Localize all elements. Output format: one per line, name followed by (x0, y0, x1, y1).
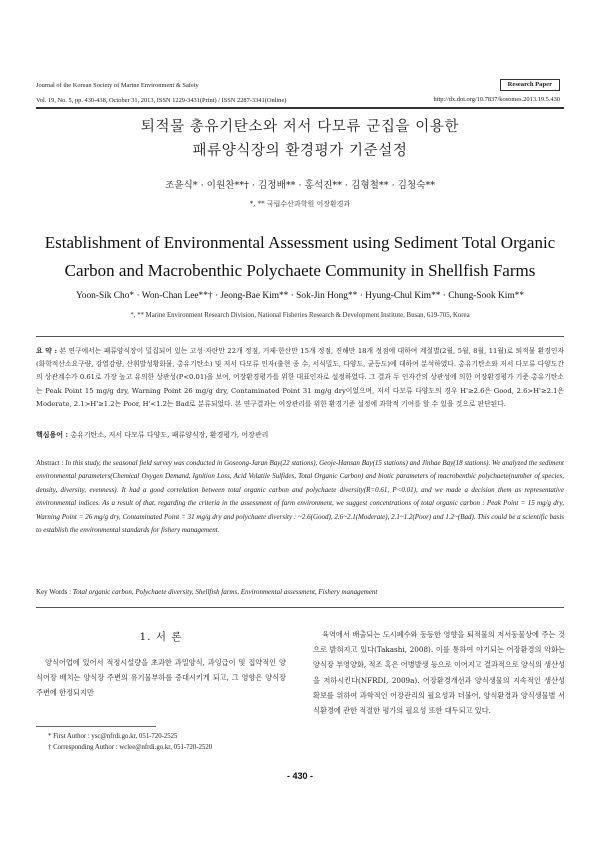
journal-name: Journal of the Korean Society of Marine Environment & Safety (36, 82, 199, 89)
footnote-corresponding-author: † Corresponding Author : wclee@nfrdi.go.kr, 051-720-2520 (48, 744, 213, 751)
english-abstract (36, 457, 564, 537)
footnote-first-author: * First Author : ysc@nfrdi.go.kr, 051-720-2525 (48, 733, 178, 740)
journal-volume-line: Vol. 19, No. 5, pp. 430-438, October 31, 2013, ISSN 1229-3431(Print) / ISSN 2287-3341(Online) (36, 97, 287, 104)
korean-affiliation: *, ** 국립수산과학원 어장환경과 (249, 200, 351, 208)
research-paper-badge: Research Paper (500, 79, 560, 91)
korean-keywords-text: 총유기탄소, 저서 다모류 다양도, 패류양식장, 환경평가, 어장관리 (70, 431, 269, 439)
korean-abstract-text: 본 연구에서는 패류양식장이 밀집되어 있는 고성·자란만 22개 정점, 거제·한산만 15개 정점, 진해만 18개 정점에 대하여 계절별(2월, 5월, 8월, 11월)로 퇴적물 환경인자(화학적산소요구량, 강열감량, 산휘발성황화물, 총유기탄소) 및 저서 다모류 인자(출현 종 수, 서식밀도, 다양도, 균등도)에 대하여 분석하였다. 총유기탄소와 저서 다모류 다양도간의 상관계수가 0.61로 가장 높고 유의한 상관성(P<0.01)을 보여, 어장환경평가를 위한 대표인자로 설정하였다. 그 결과 두 인자간의 상관성에 의한 어장환경평가 기준 총유기탄소는 Peak Point 15 mg/g dry, Warning Point 26 mg/g dry, Contaminated Point 31 mg/g dry이었으며, 저서 다모류 다양도의 경우 H'≥2.6은 Good, 2.6>H'≥2.1은 Moderate, 2.1>H'≥1.2는 Poor, H'<1.2는 Bad로 분류되었다. 본 연구결과는 어장관리를 위한 환경기준 설정에 과학적 기여를 할 수 있을 것으로 판단된다. (36, 347, 565, 408)
korean-title-line2: 패류양식장의 환경평가 기준설정 (192, 143, 408, 159)
english-abstract-text: In this study, the seasonal field survey was conducted in Goseong-Jaran Bay(22 stations), Geoje-Hansan Bay(15 stations) and Jinhae Bay(18 stations). We analyzed the sediment environmental parameters(Chemical Oxygen Demand, Ignition Loss, Acid Volatile Sulfides, Total Organic Carbon) and biotic parameters of macrobenthic polychaete(number of species, density, diversity, evenness). It had a good correlation between total organic carbon and polychaete diversity(R=0.61, P<0.01), and we made a decision them as representative environmental indices. As a result of that, regarding the criteria in the assessment of farm environment, we suggest concentrations of total organic carbon : Peak Point = 15 mg/g dry, Warning Point = 26 mg/g dry, Contaminated Point = 31 mg/g dry and polychaete diversity : ~2.6(Good), 2.6~2.1(Moderate), 2.1~1.2(Poor) and 1.2~(Bad). This could be a scientific basis to establish the environmental standards for fishery management. (36, 459, 564, 535)
header-rule (36, 107, 564, 109)
english-keywords-text: Total organic carbon, Polychaete diversity, Shellfish farms, Environmental assessment, Fishery management (72, 588, 378, 596)
korean-abstract-label: 요 약 : (36, 347, 57, 355)
english-affiliation: *, ** Marine Environment Research Division, National Fisheries Research & Development Institute, Busan, 619-705, Korea (130, 312, 470, 319)
abstract-bottom-rule (36, 607, 564, 608)
section-heading-introduction: 1. 서 론 (139, 631, 183, 643)
english-abstract-label: Abstract : (36, 459, 64, 467)
abstract-top-rule (36, 336, 564, 337)
korean-title-line1: 퇴적물 총유기탄소와 저서 다모류 군집을 이용한 (140, 119, 460, 135)
english-authors: Yoon-Sik Cho* · Won-Chan Lee**† · Jeong-Bae Kim** · Sok-Jin Hong** · Hyung-Chul Kim** · Chung-Sook Kim** (75, 291, 525, 301)
english-title-line2: Carbon and Macrobenthic Polychaete Community in Shellfish Farms (64, 261, 536, 280)
english-keywords (36, 588, 564, 596)
page-number: - 430 - (286, 771, 313, 781)
korean-keywords (36, 430, 564, 440)
english-keywords-label: Key Words : (36, 588, 72, 596)
intro-left-column: 양식어업에 있어서 적정시설량을 초과한 과밀양식, 과잉급이 및 집약적인 양식어장 배치는 양식장 주변의 유기물부하를 증대시키게 되고, 그 영향은 양식장 주변에 한정되지만 (36, 658, 286, 698)
korean-keywords-label: 핵심용어 : (36, 430, 69, 439)
intro-right-column: 육역에서 배출되는 도시폐수와 동등한 영향을 퇴적물의 저서동물상에 주는 것으로 밝혀지고 있다(Takashi, 2008). 이를 통하여 야기되는 어장환경의 악화는 양식장 부영양화, 적조 혹은 어병발생 등으로 이어지고 결과적으로 양식의 생산성을 저하시킨다(NFRDI, 2009a). 어장환경개선과 양식생물의 지속적인 생산성 확보를 위하여 과학적인 어장관리의 필요성과 더불어, 양식환경과 양식생물별 서식환경에 관한 적절한 평가의 필요성 또한 대두되고 있다. (313, 630, 565, 716)
english-title-line1: Establishment of Environmental Assessment using Sediment Total Organic (44, 233, 556, 252)
footnote-rule (36, 726, 156, 727)
korean-abstract (36, 345, 564, 411)
korean-authors: 조윤식* · 이원찬**† · 김정배** · 홍석진** · 김형철** · 김청숙** (164, 180, 436, 191)
doi-link[interactable]: http://dx.doi.org/10.7837/kosomes.2013.19.5.430 (433, 96, 560, 103)
